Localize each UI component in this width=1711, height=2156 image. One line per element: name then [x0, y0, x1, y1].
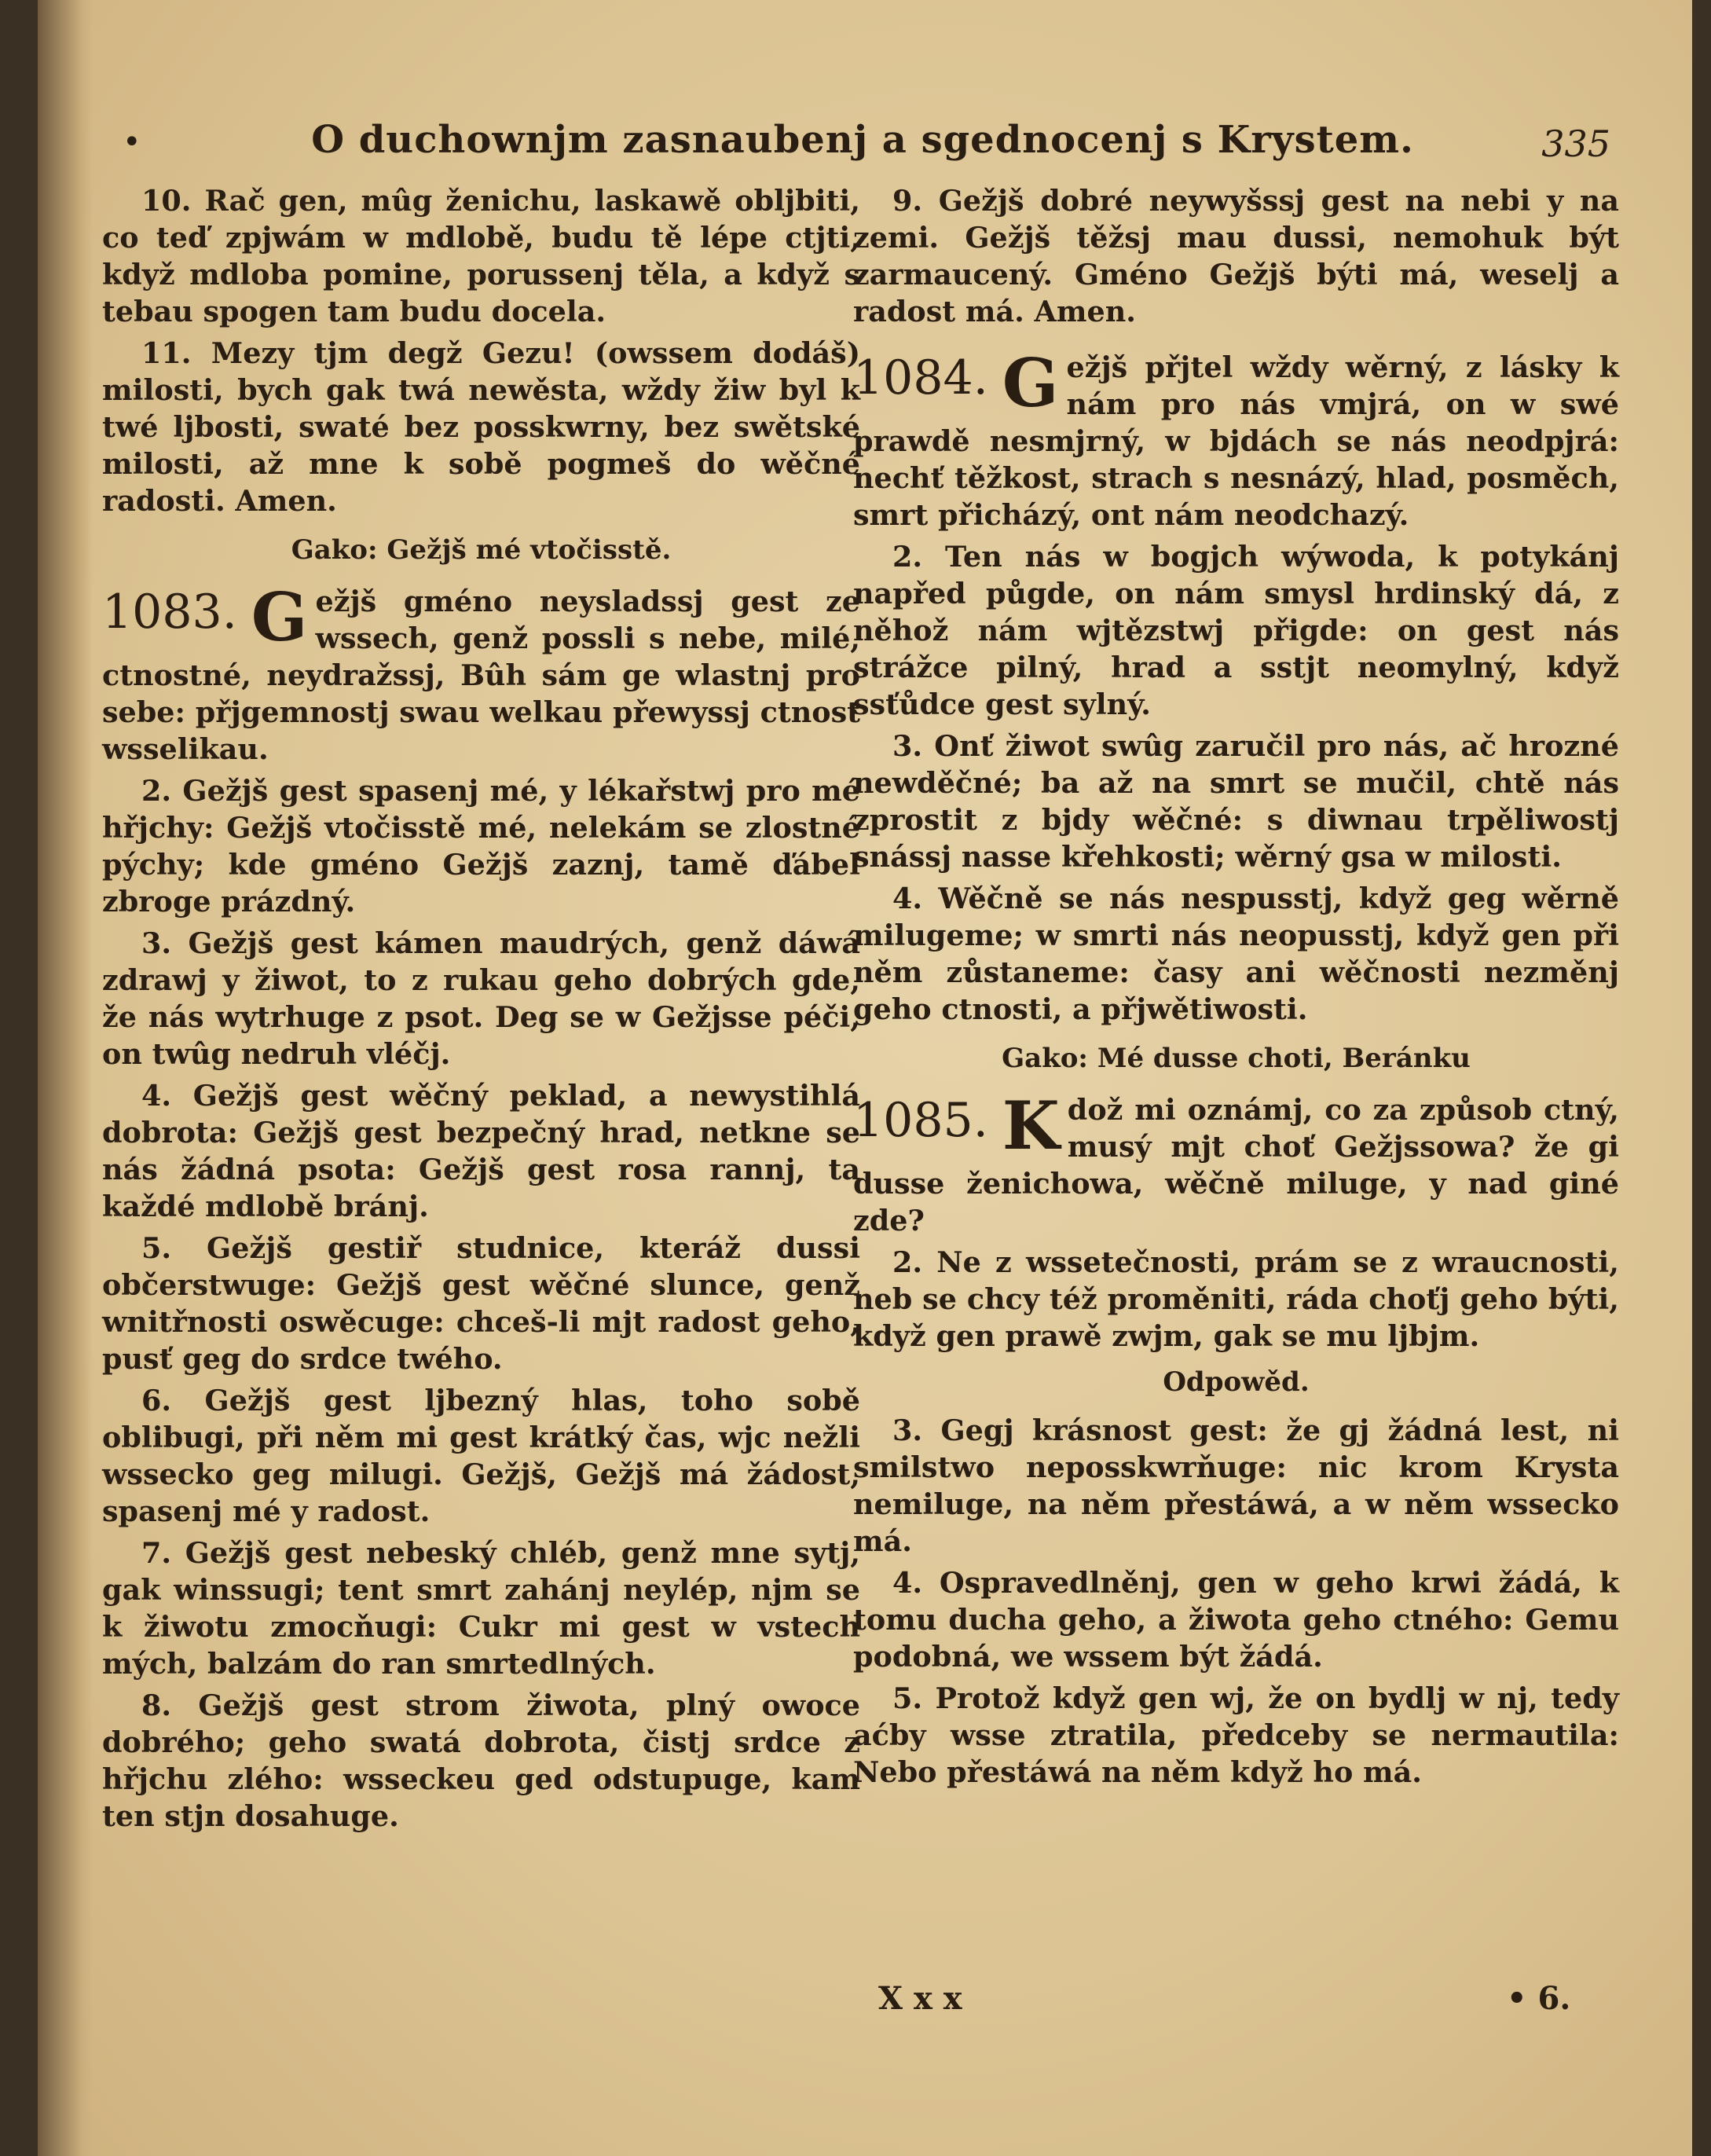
response-heading: Odpowěd.: [1163, 1366, 1310, 1398]
catchword: • 6.: [1507, 1980, 1571, 2017]
stanza-3: 3. Gegj krásnost gest: že gj žádná lest, ni smilstwo neposskwrňuge: nic krom Krysta nemiluge, na něm přestáwá, a w něm wssecko má.: [853, 1414, 1619, 1558]
page-gutter: [38, 0, 93, 2156]
drop-initial: K: [1002, 1087, 1060, 1164]
stanza-3: 3. Gežjš gest kámen maudrých, genž dáwá zdrawj y žiwot, to z rukau geho dobrých gde, že nás wytrhuge z psot. Deg se w Gežjsse péči, on twûg nedruh vléčj.: [102, 926, 860, 1071]
melody-note: Gako: Gežjš mé vtočisstě.: [291, 534, 672, 566]
stanza-5: 5. Gežjš gestiř studnice, kteráž dussi občerstwuge: Gežjš gest wěčné slunce, genž wnitřnosti oswěcuge: chceš-li mjt radost geho, pusť geg do srdce twého.: [102, 1231, 860, 1376]
stanza-4: 4. Wěčně se nás nespusstj, když geg wěrně milugeme; w smrti nás neopusstj, když gen při něm zůstaneme: časy ani wěčnosti nezměnj geho ctnosti, a přjwětiwosti.: [853, 882, 1619, 1026]
stanza-10: 10. Rač gen, mûg ženichu, laskawě obljbiti, co teď zpjwám w mdlobě, budu tě lépe ctjti, když mdloba pomine, porussenj těla, a když s tebau spogen tam budu docela.: [102, 184, 860, 328]
page-number: 335: [1541, 123, 1610, 165]
stanza-6: 6. Gežjš gest ljbezný hlas, toho sobě oblibugi, při něm mi gest krátký čas, wjc nežli wssecko geg milugi. Gežjš, Gežjš má žádost, spasenj mé y radost.: [102, 1384, 860, 1528]
hymn-number: 1083.: [102, 585, 237, 640]
stanza-4: 4. Gežjš gest wěčný peklad, a newystihlá dobrota: Gežjš gest bezpečný hrad, netkne se nás žádná psota: Gežjš gest rosa rannj, ta každé mdlobě bránj.: [102, 1079, 860, 1223]
hymn-1083: [102, 578, 860, 768]
book-page: [38, 0, 1692, 2156]
melody-note: Gako: Mé dusse choti, Beránku: [1002, 1043, 1471, 1074]
page-title: O duchownjm zasnaubenj a sgednocenj s Krystem.: [311, 118, 1414, 162]
stanza-2: 2. Gežjš gest spasenj mé, y lékařstwj pro mé hřjchy: Gežjš vtočisstě mé, nelekám se zlostné pýchy; kde gméno Gežjš zaznj, tamě ďábel zbroge prázdný.: [102, 774, 860, 918]
stanza-2: 2. Ne z wssetečnosti, prám se z wraucnosti, neb se chcy též proměniti, ráda choťj geho býti, když gen prawě zwjm, gak se mu ljbjm.: [853, 1245, 1619, 1353]
stanza-5: 5. Protož když gen wj, že on bydlj w nj, tedy aćby wsse ztratila, předceby se nermautila: Nebo přestáwá na něm když ho má.: [853, 1681, 1619, 1789]
left-column: [102, 182, 860, 1839]
hymn-1083-stanza-1: ežjš gméno neysladssj gest ze wssech, genž possli s nebe, milé, ctnostné, neydražssj, Bûh sám ge wlastnj pro sebe: přjgemnostj swau welkau přewyssj ctnost wsselikau.: [102, 585, 860, 766]
right-column: [853, 182, 1619, 1795]
hymn-1085: [853, 1087, 1619, 1239]
stanza-9: 9. Gežjš dobré neywyšssj gest na nebi y na zemi. Gežjš těžsj mau dussi, nemohuk být zarmaucený. Gméno Gežjš býti má, weselj a radost má. Amen.: [853, 184, 1619, 328]
hymn-number: 1085.: [853, 1093, 988, 1148]
signature-mark: X x x: [878, 1980, 962, 2017]
stanza-11: 11. Mezy tjm degž Gezu! (owssem dodáš) milosti, bych gak twá newěsta, wždy žiw byl k twé ljbosti, swaté bez posskwrny, bez swětské milosti, až mne k sobě pogmeš do wěčné radosti. Amen.: [102, 336, 860, 518]
hymn-number: 1084.: [853, 350, 988, 405]
hymn-1084-stanza-1: ežjš přjtel wždy wěrný, z lásky k nám pro nás vmjrá, on w swé prawdě nesmjrný, w bjdách se nás neodpjrá: nechť těžkost, strach s nesnázý, hlad, posměch, smrt přicházý, ont nám neodchazý.: [853, 350, 1619, 532]
stanza-8: 8. Gežjš gest strom žiwota, plný owoce dobrého; geho swatá dobrota, čistj srdce z hřjchu zlého: wsseckeu ged odstupuge, kam ten stjn dosahuge.: [102, 1688, 860, 1833]
stanza-3: 3. Onť žiwot swûg zaručil pro nás, ač hrozné newděčné; ba až na smrt se mučil, chtě nás zprostit z bjdy wěčné: s diwnau trpěliwostj snássj nasse křehkosti; wěrný gsa w milosti.: [853, 729, 1619, 874]
stanza-2: 2. Ten nás w bogjch wýwoda, k potykánj napřed půgde, on nám smysl hrdinský dá, z něhož nám wjtězstwj přigde: on gest nás strážce pilný, hrad a sstjt neomylný, když ssťůdce gest sylný.: [853, 540, 1619, 721]
stanza-4: 4. Ospravedlněnj, gen w geho krwi žádá, k tomu ducha geho, a žiwota geho ctného: Gemu podobná, we wssem být žádá.: [853, 1566, 1619, 1674]
drop-initial: G: [251, 578, 308, 656]
header-bullet: •: [123, 124, 141, 160]
running-header: [101, 118, 1625, 173]
hymn-1085-stanza-1: dož mi oznámj, co za způsob ctný, musý mjt choť Gežjssowa? že gi dusse ženichowa, wěčně miluge, y nad giné zde?: [853, 1093, 1619, 1238]
drop-initial: G: [1002, 344, 1059, 422]
hymn-1084: [853, 344, 1619, 534]
stanza-7: 7. Gežjš gest nebeský chléb, genž mne sytj, gak winssugi; tent smrt zahánj neylép, njm se k žiwotu zmocňugi: Cukr mi gest w vstech mých, balzám do ran smrtedlných.: [102, 1536, 860, 1681]
